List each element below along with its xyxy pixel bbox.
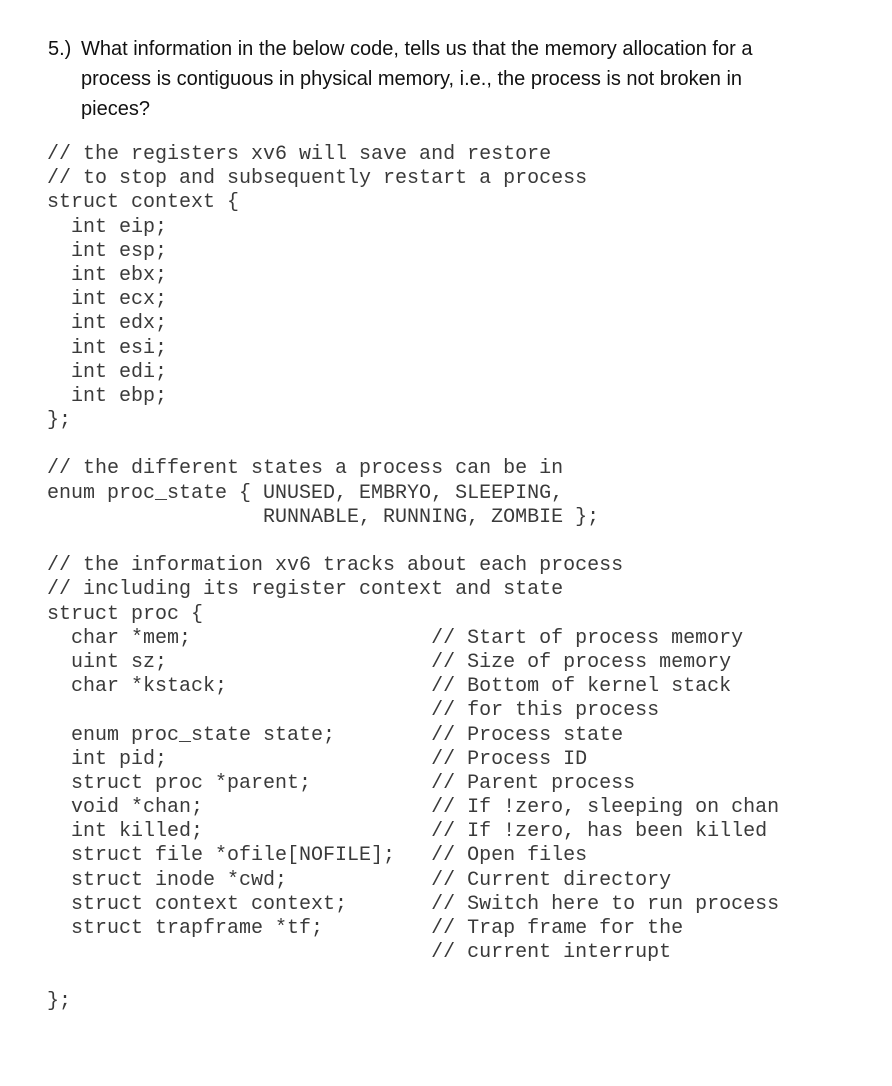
code-line: int esp; bbox=[47, 239, 168, 263]
code-line: int ecx; bbox=[47, 288, 168, 312]
code-listing bbox=[47, 143, 779, 1014]
code-line: // the registers xv6 will save and restore bbox=[47, 143, 552, 166]
code-line: struct file *ofile[NOFILE]; // Open files bbox=[47, 844, 588, 868]
code-line: // for this process bbox=[47, 699, 660, 723]
code-line: int ebx; bbox=[47, 263, 168, 287]
code-line: int edi; bbox=[47, 360, 168, 384]
code-line: struct proc *parent; // Parent process bbox=[47, 771, 636, 795]
code-line: }; bbox=[47, 409, 72, 433]
code-line: enum proc_state state; // Process state bbox=[47, 723, 624, 747]
code-line: int edx; bbox=[47, 312, 168, 336]
code-line: // the information xv6 tracks about each process bbox=[47, 554, 624, 578]
code-line: int pid; // Process ID bbox=[47, 747, 588, 771]
code-line: struct inode *cwd; // Current directory bbox=[47, 868, 672, 892]
code-line: char *mem; // Start of process memory bbox=[47, 626, 744, 650]
code-line: }; bbox=[47, 989, 72, 1013]
code-line: struct context context; // Switch here to run process bbox=[47, 892, 780, 916]
question-number: 5.) bbox=[48, 38, 72, 60]
code-line bbox=[47, 433, 779, 457]
code-line: int ebp; bbox=[47, 384, 168, 408]
code-line: int eip; bbox=[47, 215, 168, 239]
code-line: void *chan; // If !zero, sleeping on chan bbox=[47, 796, 780, 820]
code-line: // current interrupt bbox=[47, 941, 672, 965]
code-line: char *kstack; // Bottom of kernel stack bbox=[47, 675, 732, 699]
code-line bbox=[47, 530, 779, 554]
code-line: int esi; bbox=[47, 336, 168, 360]
code-line: // to stop and subsequently restart a process bbox=[47, 167, 588, 191]
code-line: struct context { bbox=[47, 191, 240, 215]
question-line-1 bbox=[48, 34, 848, 64]
question-line-3: pieces? bbox=[81, 98, 150, 120]
question-line-2: process is contiguous in physical memory, i.e., the process is not broken in bbox=[81, 68, 743, 90]
code-line: RUNNABLE, RUNNING, ZOMBIE }; bbox=[47, 505, 600, 529]
question-line-1-text: What information in the below code, tells us that the memory allocation for a bbox=[81, 38, 753, 60]
code-line: // the different states a process can be in bbox=[47, 457, 564, 481]
code-line: struct proc { bbox=[47, 602, 204, 626]
code-line: enum proc_state { UNUSED, EMBRYO, SLEEPING, bbox=[47, 481, 564, 505]
question-text bbox=[48, 34, 848, 124]
code-line: struct trapframe *tf; // Trap frame for the bbox=[47, 917, 684, 940]
code-line: int killed; // If !zero, has been killed bbox=[47, 820, 768, 844]
code-line: // including its register context and state bbox=[47, 578, 564, 602]
code-line bbox=[47, 965, 779, 989]
code-line: uint sz; // Size of process memory bbox=[47, 650, 732, 674]
